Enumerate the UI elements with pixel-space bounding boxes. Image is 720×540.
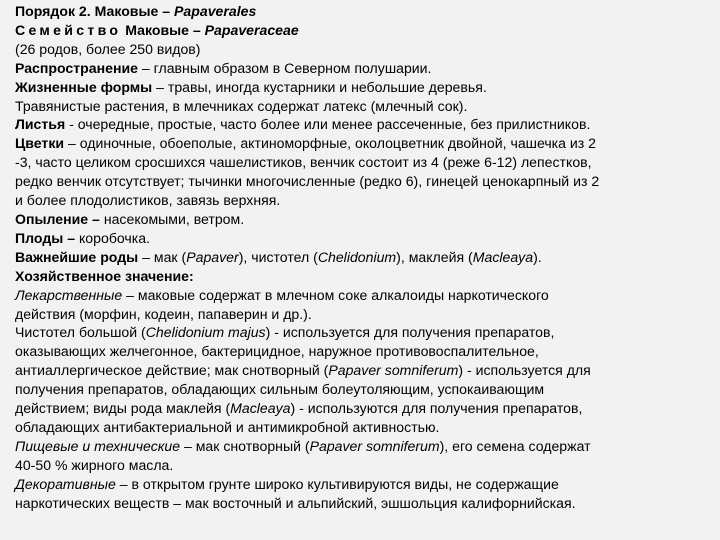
food-line-2: 40-50 % жирного масла. bbox=[15, 456, 174, 473]
life-forms-line: Жизненные формы – травы, иногда кустарники и небольшие деревья. bbox=[15, 78, 487, 95]
order-latin-name: Papaverales bbox=[174, 3, 257, 19]
celandine-line-3: антиаллергическое действие; мак снотворный (Papaver somniferum) - используется для bbox=[15, 362, 591, 379]
fruits-line: Плоды – коробочка. bbox=[15, 229, 150, 246]
leaves-label: Листья bbox=[15, 116, 66, 133]
flowers-line-2: -3, часто целиком сросшихся чашелистиков, венчик состоит из 4 (реже 6-12) лепестков, bbox=[15, 154, 592, 171]
pollination-label: Опыление – bbox=[15, 210, 104, 227]
family-heading: Семейство Маковые – Papaveraceae bbox=[15, 21, 299, 38]
celandine-line-5: действием; виды рода маклейя (Macleaya) - используются для получения препаратов, bbox=[15, 400, 583, 417]
genera-line: Важнейшие роды – мак (Papaver), чистотел (Chelidonium), маклейя (Macleaya). bbox=[15, 248, 542, 265]
flowers-line-3: редко венчик отсутствует; тычинки многочисленные (редко 6), гинецей ценокарпный из 2 bbox=[15, 173, 600, 190]
family-spaced-label: Семейство bbox=[15, 21, 122, 38]
medicinal-label: Лекарственные bbox=[15, 286, 123, 303]
food-label: Пищевые и технические bbox=[15, 437, 181, 454]
celandine-line: Чистотел большой (Chelidonium majus) - используется для получения препаратов, bbox=[15, 324, 555, 341]
counts-line: (26 родов, более 250 видов) bbox=[15, 40, 201, 57]
decorative-line-2: наркотических веществ – мак восточный и альпийский, эшшольция калифорнийская. bbox=[15, 494, 576, 511]
flowers-line: Цветки – одиночные, обоеполые, актиноморфные, околоцветник двойной, чашечка из 2 bbox=[15, 135, 596, 152]
medicinal-line-2: действия (морфин, кодеин, папаверин и др.). bbox=[15, 305, 312, 322]
pollination-line: Опыление – насекомыми, ветром. bbox=[15, 210, 245, 227]
life-forms-label: Жизненные формы bbox=[15, 78, 153, 95]
order-heading: Порядок 2. Маковые – Papaverales bbox=[15, 3, 257, 19]
flowers-label: Цветки bbox=[15, 135, 65, 152]
life-forms-line-2: Травянистые растения, в млечниках содержат латекс (млечный сок). bbox=[15, 97, 468, 114]
distribution-line: Распространение – главным образом в Северном полушарии. bbox=[15, 59, 432, 76]
celandine-line-4: получения препаратов, обладающих сильным болеутоляющим, успокаивающим bbox=[15, 381, 545, 398]
leaves-line: Листья - очередные, простые, часто более или менее рассеченные, без прилистников. bbox=[15, 116, 591, 133]
decorative-label: Декоративные bbox=[15, 475, 116, 492]
family-latin-name: Papaveraceae bbox=[204, 21, 299, 38]
decorative-line: Декоративные – в открытом грунте широко культивируются виды, не содержащие bbox=[15, 475, 559, 492]
fruits-label: Плоды – bbox=[15, 229, 79, 246]
food-line: Пищевые и технические – мак снотворный (Papaver somniferum), его семена содержат bbox=[15, 437, 591, 454]
economic-heading: Хозяйственное значение: bbox=[15, 267, 194, 284]
celandine-line-6: обладающих антибактериальной и антимикробной активностью. bbox=[15, 418, 440, 435]
flowers-line-4: и более плодолистиков, завязь верхняя. bbox=[15, 192, 281, 209]
distribution-label: Распространение bbox=[15, 59, 138, 76]
celandine-line-2: оказывающих желчегонное, бактерицидное, наружное противовоспалительное, bbox=[15, 343, 539, 360]
genera-label: Важнейшие роды bbox=[15, 248, 139, 265]
medicinal-line: Лекарственные – маковые содержат в млечном соке алкалоиды наркотического bbox=[15, 286, 549, 303]
